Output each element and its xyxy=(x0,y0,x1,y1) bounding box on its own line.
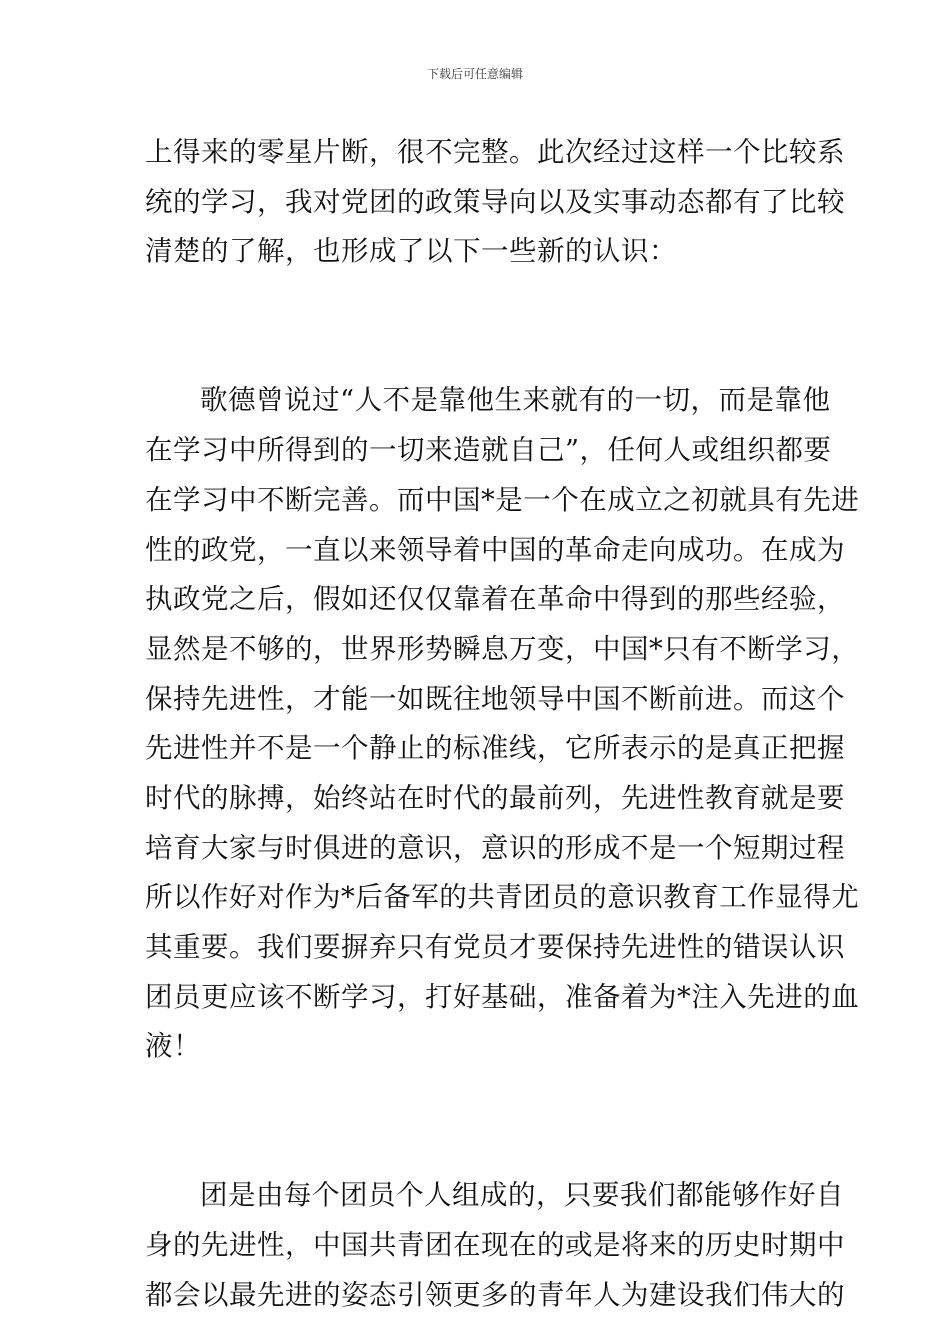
text-line: 显然是不够的，世界形势瞬息万变，中国*只有不断学习， xyxy=(145,632,860,665)
text-line: 上得来的零星片断，很不完整。此次经过这样一个比较系 xyxy=(145,136,845,168)
text-line: 在学习中不断完善。而中国*是一个在成立之初就具有先进 xyxy=(145,483,860,516)
paragraph-gap xyxy=(145,1072,825,1122)
text-line: 所以作好对作为*后备军的共青团员的意识教育工作显得尤 xyxy=(145,881,860,914)
text-line: 统的学习，我对党团的政策导向以及实事动态都有了比较 xyxy=(145,185,845,218)
text-line: 液！ xyxy=(145,1030,201,1063)
text-line: 其重要。我们要摒弃只有党员才要保持先进性的错误认识 xyxy=(145,931,845,963)
text-line: 先进性并不是一个静止的标准线，它所表示的是真正把握 xyxy=(145,732,845,765)
text-line: 执政党之后，假如还仅仅靠着在革命中得到的那些经验， xyxy=(145,583,845,616)
text-line: 培育大家与时俱进的意识，意识的形成不是一个短期过程 xyxy=(145,831,845,864)
text-line: 团员更应该不断学习，打好基础，准备着为*注入先进的血 xyxy=(145,980,860,1013)
paragraph-gap xyxy=(145,327,825,377)
text-line: 清楚的了解，也形成了以下一些新的认识： xyxy=(145,235,677,268)
text-line: 保持先进性，才能一如既往地领导中国不断前进。而这个 xyxy=(145,682,845,715)
paragraph-1 xyxy=(145,128,845,277)
paragraph-3 xyxy=(145,1171,845,1320)
text-line: 都会以最先进的姿态引领更多的青年人为建设我们伟大的 xyxy=(145,1278,845,1311)
paragraph-gap xyxy=(145,1122,825,1172)
text-line: 性的政党，一直以来领导着中国的革命走向成功。在成为 xyxy=(145,533,845,566)
text-line: 团是由每个团员个人组成的，只要我们都能够作好自 xyxy=(200,1179,844,1212)
text-line: 在学习中所得到的一切来造就自己”，任何人或组织都要 xyxy=(145,434,832,467)
paragraph-gap xyxy=(145,277,825,327)
paragraph-2 xyxy=(145,376,860,1072)
text-line: 时代的脉搏，始终站在时代的最前列，先进性教育就是要 xyxy=(145,781,845,814)
header-note: 下载后可任意编辑 xyxy=(426,67,523,81)
body-text xyxy=(145,128,860,1321)
text-line: 身的先进性，中国共青团在现在的或是将来的历史时期中 xyxy=(145,1229,845,1262)
text-line: 歌德曾说过“人不是靠他生来就有的一切，而是靠他 xyxy=(200,384,831,417)
